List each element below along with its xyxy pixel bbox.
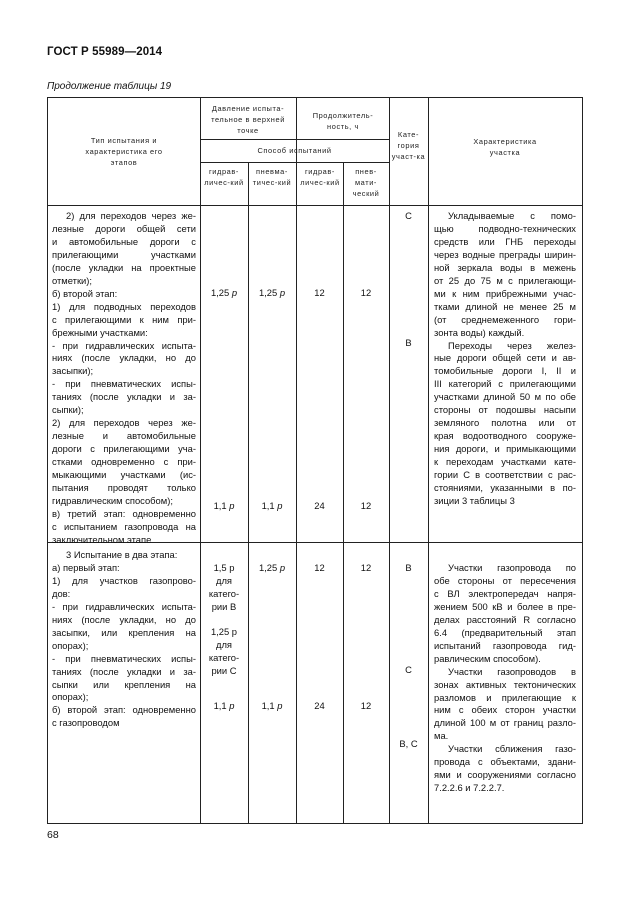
row2-desc-line: ниях (после укладки, но до xyxy=(52,613,196,625)
row1-char-line: (от среднемеженного гори- xyxy=(434,313,576,325)
row1-char-line: гории С в соответствии с рас- xyxy=(434,469,576,480)
row2-desc-line: - при гидравлических испыта- xyxy=(52,600,196,612)
row1-desc-line: - при пневматических испы- xyxy=(52,378,196,390)
row1-char-line: ной зеркала воды в межень xyxy=(434,261,576,273)
header-characteristic: Характеристика участка xyxy=(473,137,537,157)
row2-category-c: В, С xyxy=(399,738,418,749)
row1-char-line: Укладываемые с помо- xyxy=(448,210,576,221)
row1-duration-hydraulic-b: 24 xyxy=(314,500,325,511)
row2-desc-line: сыпки или крепления на xyxy=(52,678,196,690)
row2-char-line: жением 500 кВ и более в пре- xyxy=(434,600,576,612)
row1-desc-line: заключительном этапе xyxy=(52,533,152,545)
row2-category-a: В xyxy=(405,562,412,573)
row2-pressure-b-line: для xyxy=(215,638,233,650)
row2-char-line: ним с обеих сторон участки xyxy=(434,704,576,716)
row1-category-a: С xyxy=(405,210,412,221)
row1-char-line: тками длиной не менее 25 м xyxy=(434,300,576,312)
row2-char-line: зонах активных тектонических xyxy=(434,678,576,690)
row1-desc-line: и автомобильные дороги с xyxy=(52,235,196,247)
row1-char-line: зонта воды) каждый. xyxy=(434,326,525,338)
row1-char-line: земляного полотна или от xyxy=(434,417,576,429)
row2-desc-line: а) первый этап: xyxy=(52,561,120,573)
header-category: Кате-гория участ-ка xyxy=(391,130,426,161)
row2-char-line: длиной 100 м от границ разло- xyxy=(434,717,576,729)
row2-char-line: равлическим способом). xyxy=(434,652,541,664)
header-pneumatic-1: пневма-тичес-кий xyxy=(252,167,292,187)
row1-char-line: ми к ним прибрежными учас- xyxy=(434,287,576,299)
row1-char-line: стороны от подошвы насыпи xyxy=(434,404,576,416)
row1-desc-line: 1) для подводных переходов xyxy=(52,300,196,312)
page-number: 68 xyxy=(47,829,59,841)
row1-char-line: края водоотводного сооруже- xyxy=(434,430,576,442)
row1-desc-line: в) третий этап: одновременно xyxy=(52,507,196,519)
row1-desc-line: б) второй этап: xyxy=(52,287,118,299)
row2-category-b: С xyxy=(405,664,412,675)
row2-pressure-b-line: 1,25 p xyxy=(210,626,238,637)
row1-desc-line: с прилегающими к ним при- xyxy=(52,313,196,325)
row2-pressure-b-line: катего- xyxy=(208,651,240,663)
row2-desc-line: - при пневматических испы- xyxy=(52,652,196,664)
row2-char-line: разломов и прилегающие к xyxy=(434,691,576,703)
row1-pressure-hydraulic-b: 1,1 p xyxy=(213,500,235,511)
row2-pressure-a-line: рии В xyxy=(211,600,237,612)
row1-char-line: ные дороги общей сети и ав- xyxy=(434,352,576,364)
row2-char-line: ма. xyxy=(434,730,449,742)
row2-desc-line: засыпки, или крепления на xyxy=(52,626,196,638)
row2-pressure-a-line: катего- xyxy=(208,587,240,599)
row1-desc-line: отметки); xyxy=(52,274,93,286)
row1-pressure-pneumatic-a: 1,25 p xyxy=(258,287,286,298)
row1-desc-line: дороги с прилегающими уча- xyxy=(52,443,196,455)
row1-desc-line: лезные дороги общей сети xyxy=(52,222,196,234)
row1-char-line: к переходам участками кате- xyxy=(434,456,576,468)
row2-pressure-pneumatic-a: 1,25 p xyxy=(258,562,286,573)
row1-desc-line: с испытанием газопровода на xyxy=(52,520,196,532)
row2-pressure-a-line: для xyxy=(215,574,233,586)
header-duration: Продолжитель-ность, ч xyxy=(312,111,374,131)
row2-char-line: с ВЛ электропередач напря- xyxy=(434,587,576,599)
row1-char-line: Переходы через желез- xyxy=(448,339,576,351)
row1-desc-line: пытания проводят только xyxy=(52,481,196,493)
row2-desc-line: с газопроводом xyxy=(52,717,120,729)
row1-desc-line: лезные и автомобильные xyxy=(52,430,196,442)
row2-desc-line: таниях (после укладки и за- xyxy=(52,665,196,677)
row1-char-line: средств или ГНБ переходы xyxy=(434,235,576,247)
row1-char-line: ния дороги, и примыкающими xyxy=(434,443,576,455)
header-method: Способ испытаний xyxy=(257,146,332,155)
row2-char-line: ями и сооружениями согласно xyxy=(434,769,576,781)
row1-category-b: В xyxy=(405,337,412,348)
row1-char-line: через водные преграды ширин- xyxy=(434,248,576,260)
row1-desc-line: стками одновременно с при- xyxy=(52,456,196,468)
row2-desc-line: 3 Испытание в два этапа: xyxy=(66,549,178,560)
row1-desc-line: 2) для переходов через же- xyxy=(52,417,196,429)
row1-desc-line: мыкающими участками (ис- xyxy=(52,469,196,480)
row2-char-line: 6.4 (предварительный этап xyxy=(434,626,576,638)
row1-char-line: томобильные дороги I, II и xyxy=(434,365,576,377)
row1-desc-line: гидравлическим способом); xyxy=(52,494,173,506)
row2-duration-pneumatic-c: 12 xyxy=(360,700,372,711)
row1-char-line: стояниями, указанными в по- xyxy=(434,481,576,493)
row1-char-line: зиции 3 таблицы 3 xyxy=(434,494,515,506)
row1-duration-hydraulic-a: 12 xyxy=(314,287,325,298)
row1-duration-pneumatic-a: 12 xyxy=(360,287,372,298)
row2-char-line: делах расстояний R согласно xyxy=(434,613,576,625)
table-caption: Продолжение таблицы 19 xyxy=(47,81,172,92)
row1-desc-line: прилегающими участками xyxy=(52,248,196,260)
row1-char-line: от 25 до 75 м с прилегающи- xyxy=(434,274,576,286)
row1-desc-line: ниях (после укладки, но до xyxy=(52,352,196,364)
row2-char-line: Участки газопроводов в xyxy=(448,665,576,677)
row2-pressure-hydraulic-c: 1,1 p xyxy=(213,700,235,711)
row2-duration-hydraulic-a: 12 xyxy=(314,562,325,573)
header-pneumatic-2: пнев-мати-ческий xyxy=(352,167,380,198)
row2-desc-line: дов: xyxy=(52,587,71,599)
row2-desc-line: опорах); xyxy=(52,639,89,651)
row1-desc-line: (после укладки на проектные xyxy=(52,261,196,273)
row2-pressure-pneumatic-c: 1,1 p xyxy=(261,700,283,711)
row1-desc-line: брежными участками: xyxy=(52,326,148,338)
row1-char-line: III категорий с прилегающими xyxy=(434,378,576,390)
row1-desc-line: - при гидравлических испыта- xyxy=(52,339,196,351)
row2-char-line: испытаний газопровода гид- xyxy=(434,639,576,651)
row1-desc-line: 2) для переходов через же- xyxy=(66,210,196,221)
row1-desc-line: засыпки); xyxy=(52,365,94,377)
row1-char-line: участками длиной 50 м по обе xyxy=(434,391,576,403)
row2-char-line: обе стороны от пересечения xyxy=(434,574,576,586)
row2-pressure-b-line: рии С xyxy=(211,664,237,676)
row2-duration-hydraulic-c: 24 xyxy=(314,700,325,711)
row2-desc-line: опорах); xyxy=(52,691,89,703)
row2-char-line: Участки газопровода по xyxy=(448,562,576,573)
row2-desc-line: б) второй этап: одновременно xyxy=(52,704,196,716)
row2-char-line: 7.2.2.6 и 7.2.2.7. xyxy=(434,782,505,794)
header-hydraulic-1: гидрав-личес-кий xyxy=(204,167,244,187)
header-pressure: Давление испыта-тельное в верхней точке xyxy=(211,104,285,135)
row2-char-line: Участки сближения газо- xyxy=(448,743,576,755)
row2-char-line: провода с объектами, здани- xyxy=(434,756,576,768)
row1-pressure-pneumatic-b: 1,1 p xyxy=(261,500,283,511)
row1-pressure-hydraulic-a: 1,25 p xyxy=(210,287,238,298)
row1-duration-pneumatic-b: 12 xyxy=(360,500,372,511)
header-test-type: Тип испытания и характеристика его этапов xyxy=(85,136,163,167)
row1-char-line: щью подводно-технических xyxy=(434,222,576,234)
row1-desc-line: таниях (после укладки и за- xyxy=(52,391,196,403)
header-hydraulic-2: гидрав-личес-кий xyxy=(300,167,340,187)
row2-desc-line: 1) для участков газопрово- xyxy=(52,574,196,586)
row1-desc-line: сыпки); xyxy=(52,404,84,416)
document-code: ГОСТ Р 55989—2014 xyxy=(47,46,163,58)
row2-duration-pneumatic-a: 12 xyxy=(360,562,372,573)
row2-pressure-a-line: 1,5 p xyxy=(213,562,235,573)
